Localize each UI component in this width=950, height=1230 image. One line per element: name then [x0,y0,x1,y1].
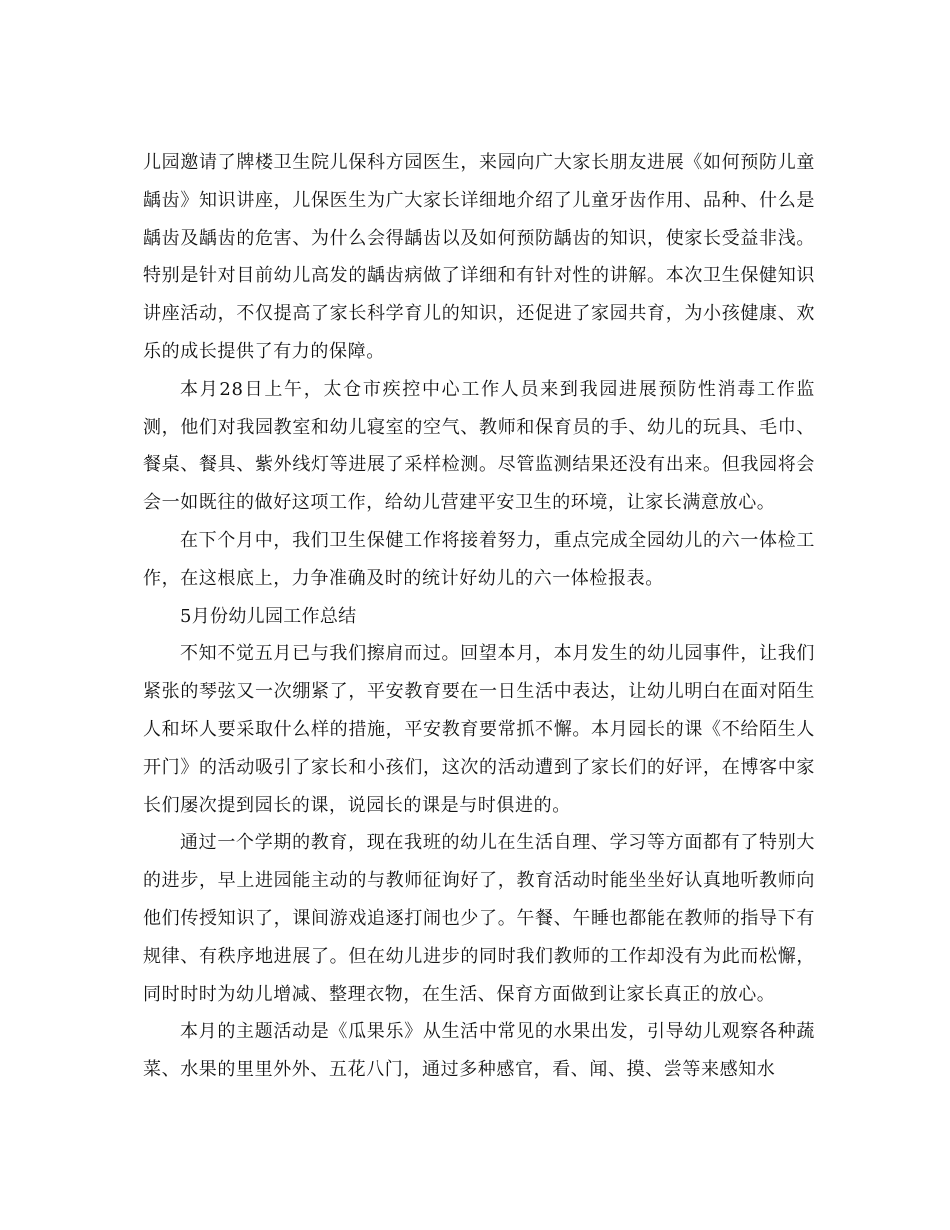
paragraph-semester-progress: 通过一个学期的教育，现在我班的幼儿在生活自理、学习等方面都有了特别大的进步，早上进园能主动的与教师征询好了，教育活动时能坐坐好认真地听教师向他们传授知识了，课间游戏追逐打闹也少了。午餐、午睡也都能在教师的指导下有规律、有秩序地进展了。但在幼儿进步的同时我们教师的工作却没有为此而松懈，同时时时为幼儿增减、整理衣物，在生活、保育方面做到让家长真正的放心。 [143,832,815,1005]
paragraph-next-month-plan: 在下个月中，我们卫生保健工作将接着努力，重点完成全园幼儿的六一体检工作，在这根底上，力争准确及时的统计好幼儿的六一体检报表。 [143,529,815,589]
document-page [143,144,815,1089]
paragraph-lecture-continued: 儿园邀请了牌楼卫生院儿保科方园医生，来园向广大家长朋友进展《如何预防儿童龋齿》知识讲座，儿保医生为广大家长详细地介绍了儿童牙齿作用、品种、什么是龋齿及龋齿的危害、为什么会得龋齿以及如何预防龋齿的知识，使家长受益非浅。特别是针对目前幼儿高发的龋齿病做了详细和有针对性的讲解。本次卫生保健知识讲座活动，不仅提高了家长科学育儿的知识，还促进了家园共育，为小孩健康、欢乐的成长提供了有力的保障。 [143,152,815,362]
paragraph-disinfection-monitoring: 本月28日上午，太仓市疾控中心工作人员来到我园进展预防性消毒工作监测，他们对我园教室和幼儿寝室的空气、教师和保育员的手、幼儿的玩具、毛巾、餐桌、餐具、紫外线灯等进展了采样检测。尽管监测结果还没有出来。但我园将会会一如既往的做好这项工作，给幼儿营建平安卫生的环境，让家长满意放心。 [143,378,815,514]
section-heading-may-summary: 5月份幼儿园工作总结 [180,605,357,627]
paragraph-safety-education: 不知不觉五月已与我们擦肩而过。回望本月，本月发生的幼儿园事件，让我们紧张的琴弦又一次绷紧了，平安教育要在一日生活中表达，让幼儿明白在面对陌生人和坏人要采取什么样的措施，平安教育要常抓不懈。本月园长的课《不给陌生人开门》的活动吸引了家长和小孩们，这次的活动遭到了家长们的好评，在博客中家长们屡次提到园长的课，说园长的课是与时俱进的。 [143,643,815,816]
paragraph-theme-activity: 本月的主题活动是《瓜果乐》从生活中常见的水果出发，引导幼儿观察各种蔬菜、水果的里里外外、五花八门，通过多种感官，看、闻、摸、尝等来感知水 [143,1021,815,1081]
